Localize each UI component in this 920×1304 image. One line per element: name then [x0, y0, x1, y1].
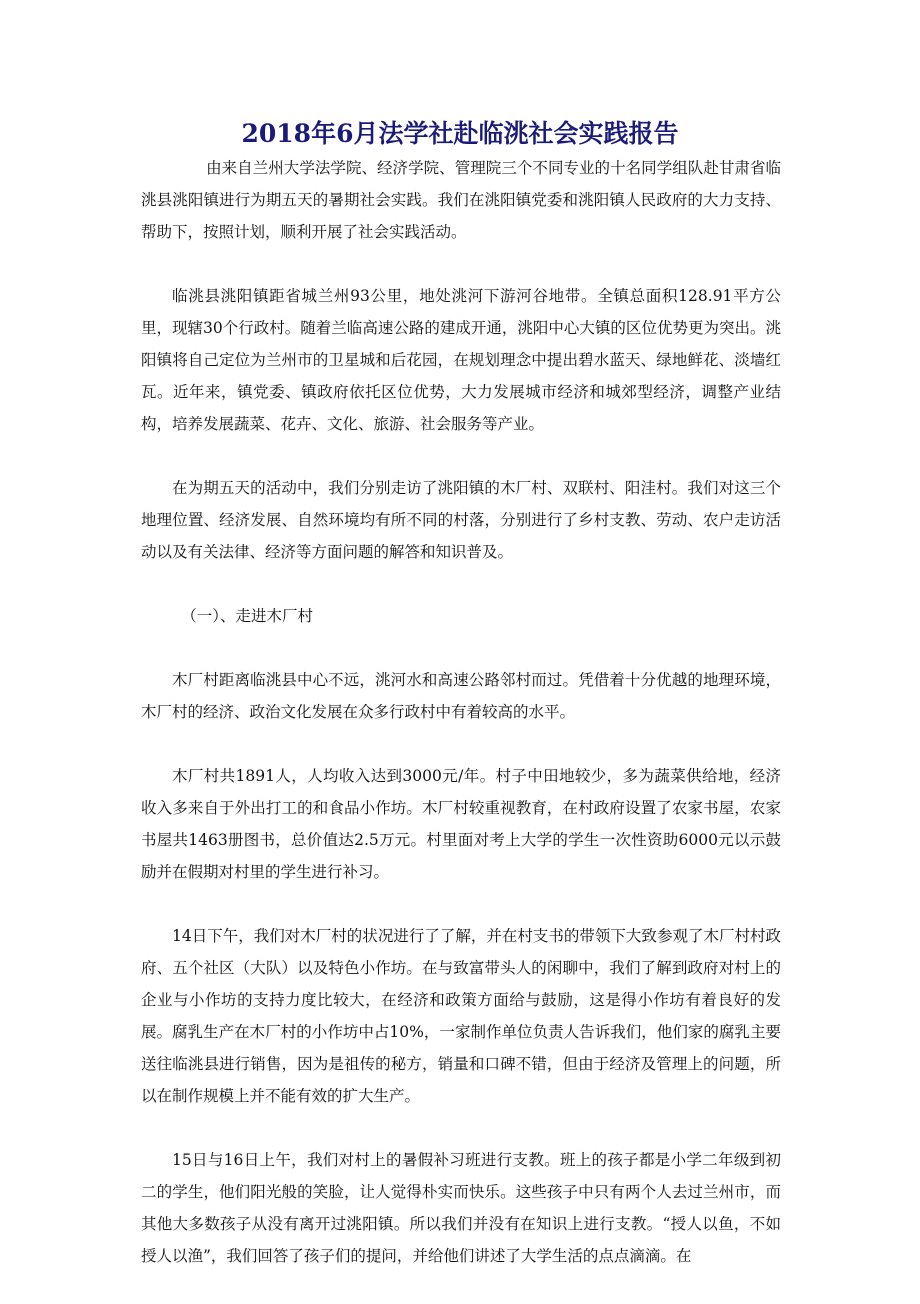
- document-body: [141, 152, 781, 1304]
- paragraph-teaching-15th-16th: 15日与16日上午，我们对村上的暑假补习班进行支教。班上的孩子都是小学二年级到初二的学生，他们阳光般的笑脸，让人觉得朴实而快乐。这些孩子中只有两个人去过兰州市，而其他大多数孩子从没有离开过洮阳镇。所以我们并没有在知识上进行支教。“授人以鱼，不如授人以渔”，我们回答了孩子们的提问，并给他们讲述了大学生活的点点滴滴。在: [141, 1151, 781, 1265]
- paragraph-visit-14th: 14日下午，我们对木厂村的状况进行了了解，并在村支书的带领下大致参观了木厂村村政府、五个社区（大队）以及特色小作坊。在与致富带头人的闲聊中，我们了解到政府对村上的企业与小作坊的支持力度比较大，在经济和政策方面给与鼓励，这是得小作坊有着良好的发展。腐乳生产在木厂村的小作坊中占10%，一家制作单位负责人告诉我们，他们家的腐乳主要送往临洮县进行销售，因为是祖传的秘方，销量和口碑不错，但由于经济及管理上的问题，所以在制作规模上并不能有效的扩大生产。: [141, 927, 781, 1105]
- paragraph-muchang-location: 木厂村距离临洮县中心不远，洮河水和高速公路邻村而过。凭借着十分优越的地理环境，木厂村的经济、政治文化发展在众多行政村中有着较高的水平。: [141, 671, 781, 721]
- paragraph-town-overview: 临洮县洮阳镇距省城兰州93公里，地处洮河下游河谷地带。全镇总面积128.91平方公里，现辖30个行政村。随着兰临高速公路的建成开通，洮阳中心大镇的区位优势更为突出。洮阳镇将自己定位为兰州市的卫星城和后花园，在规划理念中提出碧水蓝天、绿地鲜花、淡墙红瓦。近年来，镇党委、镇政府依托区位优势，大力发展城市经济和城郊型经济，调整产业结构，培养发展蔬菜、花卉、文化、旅游、社会服务等产业。: [141, 287, 781, 433]
- document-title: 2018年6月法学社赴临洮社会实践报告: [241, 119, 679, 148]
- paragraph-muchang-population: 木厂村共1891人，人均收入达到3000元/年。村子中田地较少，多为蔬菜供给地，经济收入多来自于外出打工的和食品小作坊。木厂村较重视教育，在村政府设置了农家书屋，农家书屋共1463册图书，总价值达2.5万元。村里面对考上大学的学生一次性资助6000元以示鼓励并在假期对村里的学生进行补习。: [141, 767, 781, 881]
- section-heading-muchang: （一）、走进木厂村: [181, 607, 314, 625]
- paragraph-intro: 由来自兰州大学法学院、经济学院、管理院三个不同专业的十名同学组队赴甘肃省临洮县洮阳镇进行为期五天的暑期社会实践。我们在洮阳镇党委和洮阳镇人民政府的大力支持、帮助下，按照计划，顺利开展了社会实践活动。: [141, 159, 781, 241]
- paragraph-activities: 在为期五天的活动中，我们分别走访了洮阳镇的木厂村、双联村、阳洼村。我们对这三个地理位置、经济发展、自然环境均有所不同的村落，分别进行了乡村支教、劳动、农户走访活动以及有关法律、经济等方面问题的解答和知识普及。: [141, 479, 781, 561]
